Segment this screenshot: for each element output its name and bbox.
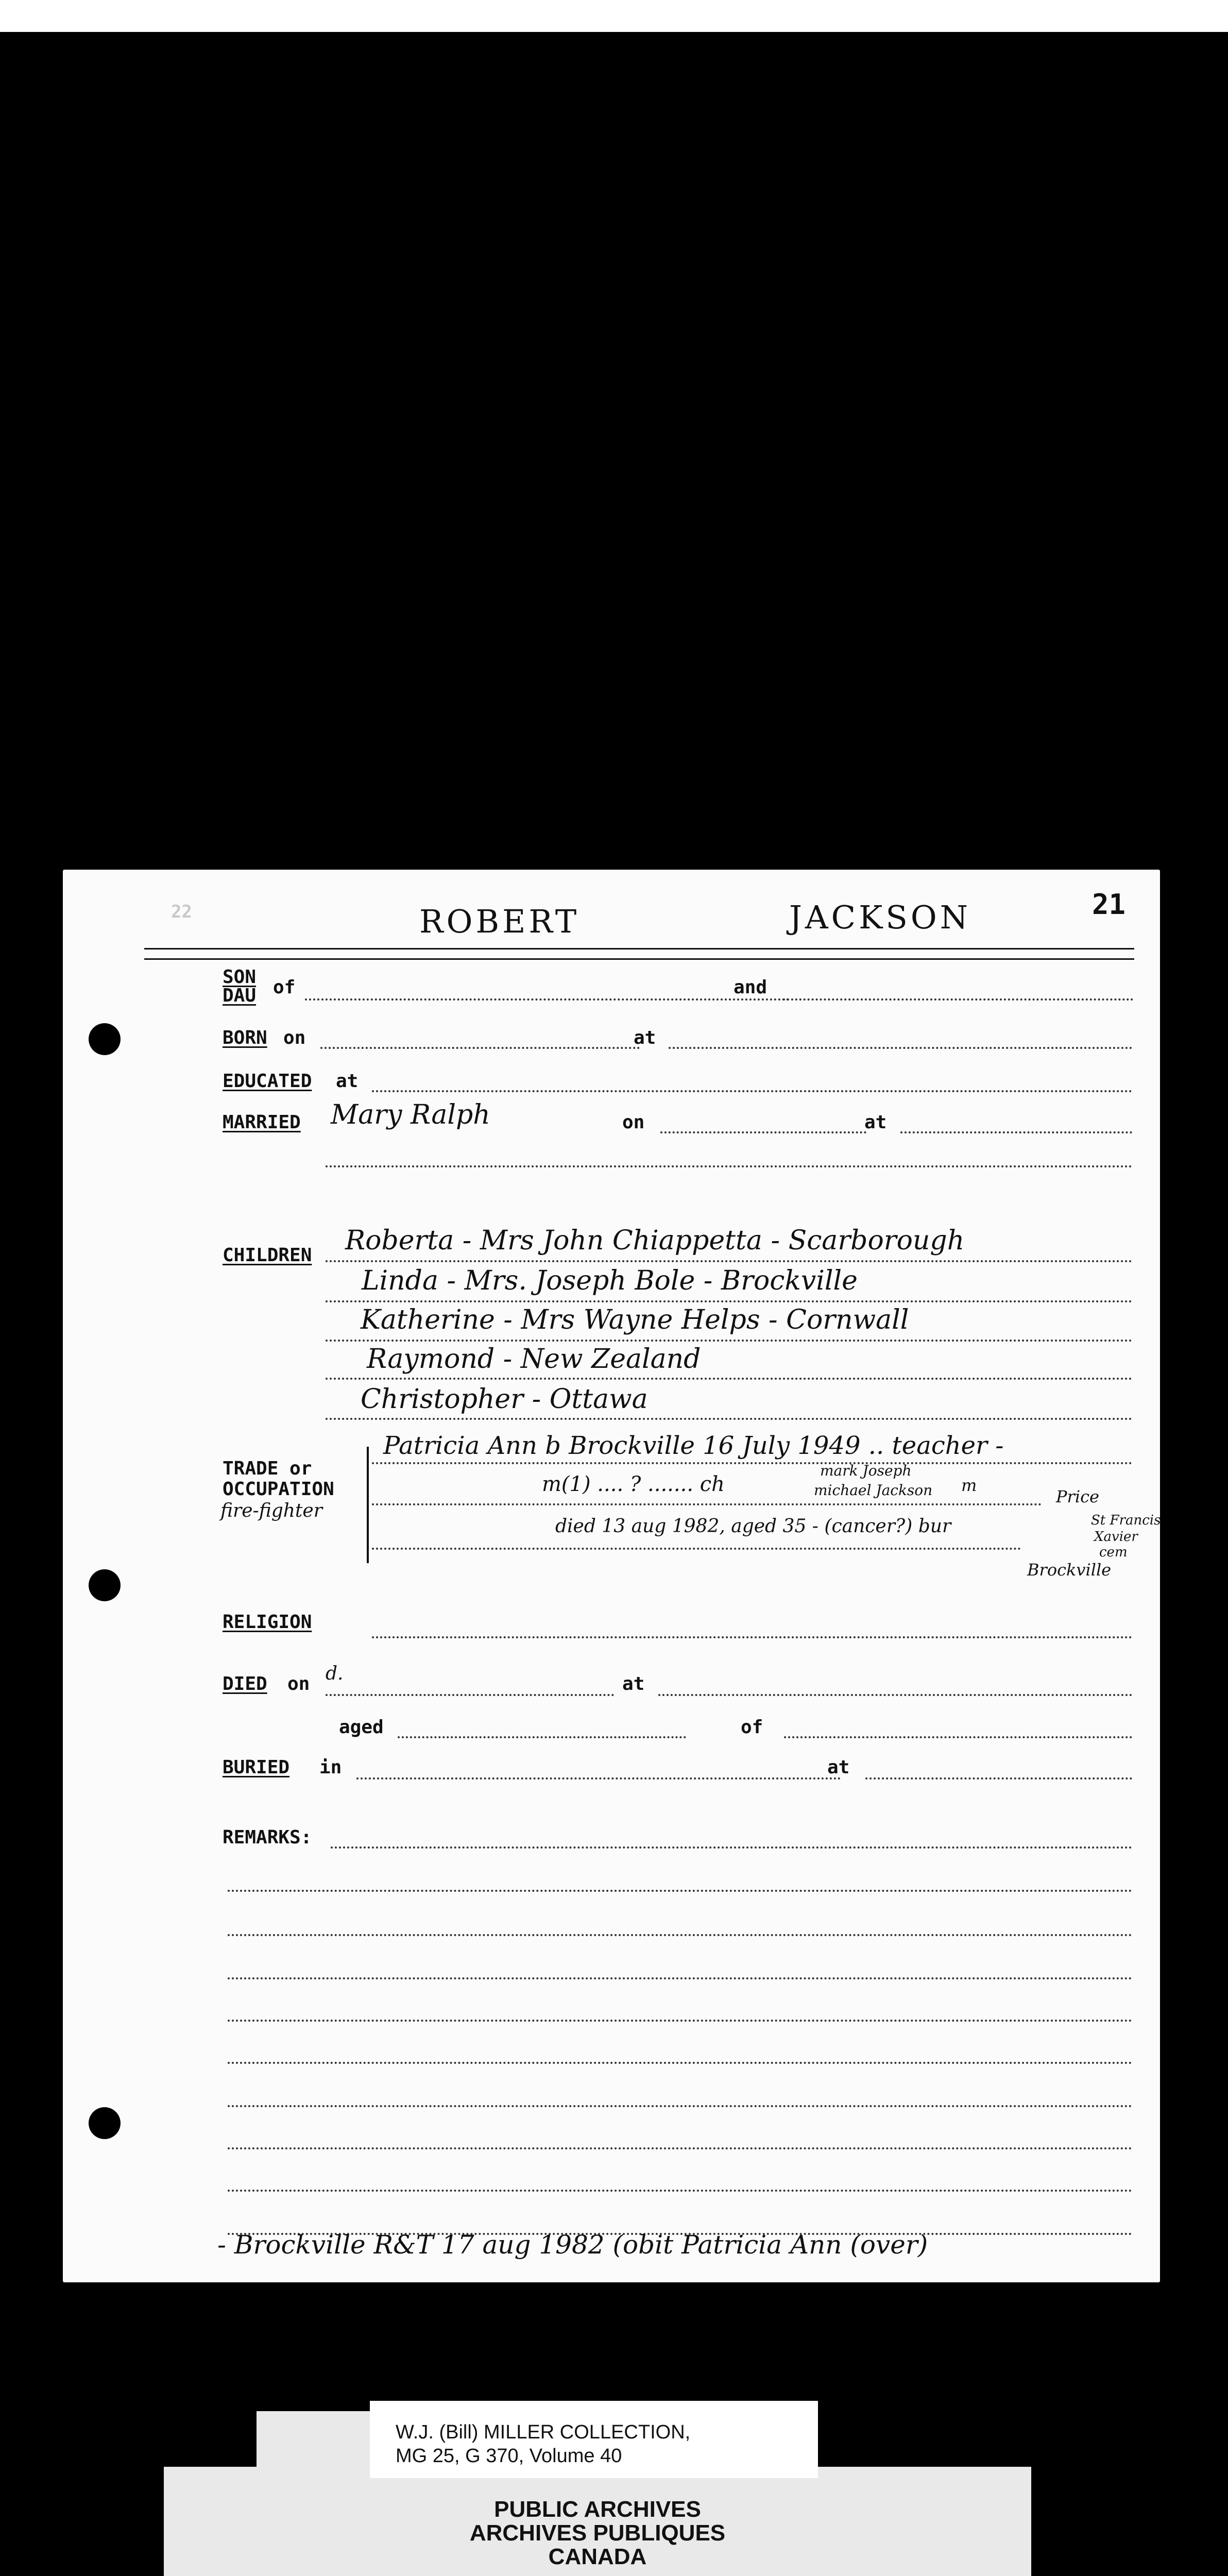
- occupation-bracket: [367, 1447, 369, 1563]
- page-number: 21: [1092, 888, 1126, 921]
- born-at-label: at: [634, 1027, 656, 1048]
- married-at-label: at: [864, 1112, 887, 1133]
- punch-hole: [89, 1569, 121, 1601]
- patricia-burial-4: Brockville: [1027, 1560, 1112, 1580]
- header-rule: [144, 948, 1134, 950]
- dotted-line: [326, 1340, 1132, 1342]
- patricia-m: m: [961, 1476, 977, 1495]
- header-rule: [144, 958, 1134, 960]
- patricia-child-1: mark Joseph: [820, 1462, 912, 1479]
- patricia-line-1: Patricia Ann b Brockville 16 July 1949 .. teacher -: [383, 1431, 1004, 1460]
- collection-stamp: [370, 2401, 818, 2478]
- dotted-line: [865, 1777, 1132, 1780]
- dotted-line: [326, 1300, 1132, 1302]
- patricia-price: Price: [1056, 1487, 1099, 1506]
- born-on-label: on: [283, 1027, 306, 1048]
- trade-label: TRADE or: [223, 1458, 312, 1479]
- dotted-line: [398, 1736, 686, 1738]
- dotted-line: [228, 2190, 1132, 2192]
- dotted-line: [356, 1777, 841, 1780]
- patricia-burial-2: Xavier: [1094, 1529, 1138, 1545]
- dotted-line: [326, 1165, 1132, 1167]
- died-on-label: on: [287, 1673, 310, 1694]
- dotted-line: [326, 1694, 614, 1696]
- dotted-line: [372, 1636, 1132, 1638]
- patricia-child-2: michael Jackson: [814, 1482, 933, 1499]
- archives-country: CANADA: [548, 2544, 647, 2569]
- and-label: and: [734, 977, 768, 998]
- punch-hole: [89, 1023, 121, 1055]
- remarks-label: REMARKS:: [223, 1827, 312, 1848]
- dotted-line: [305, 998, 789, 1001]
- children-label: CHILDREN: [223, 1245, 312, 1266]
- child-entry: Raymond - New Zealand: [367, 1344, 701, 1375]
- aged-label: aged: [339, 1717, 384, 1738]
- collection-line-1: W.J. (Bill) MILLER COLLECTION,: [396, 2421, 691, 2443]
- patricia-burial-3: cem: [1099, 1545, 1128, 1560]
- dotted-line: [658, 1694, 1132, 1696]
- dotted-line: [784, 1736, 1132, 1738]
- dotted-line: [660, 1131, 866, 1133]
- buried-in-label: in: [319, 1757, 342, 1778]
- child-entry: Christopher - Ottawa: [361, 1384, 648, 1415]
- footer-notch: [818, 2411, 1031, 2467]
- dotted-line: [900, 1131, 1132, 1133]
- dotted-line: [372, 1090, 1132, 1092]
- buried-label: BURIED: [223, 1757, 290, 1778]
- died-value: d.: [326, 1663, 344, 1684]
- dotted-line: [228, 1890, 1132, 1892]
- son-label: SON: [223, 967, 257, 988]
- patricia-line-2: m(1) .... ? ....... ch: [542, 1472, 725, 1496]
- dotted-line: [320, 1047, 640, 1049]
- died-at-label: at: [622, 1673, 645, 1694]
- educated-at-label: at: [336, 1071, 359, 1092]
- surname: JACKSON: [789, 899, 971, 936]
- record-card: [63, 870, 1160, 2282]
- dotted-line: [372, 1548, 1021, 1550]
- born-label: BORN: [223, 1027, 267, 1048]
- dotted-line: [331, 1846, 1132, 1849]
- occupation-value: fire-fighter: [220, 1500, 322, 1521]
- top-margin-strip: [0, 0, 1228, 32]
- dotted-line: [783, 998, 1133, 1001]
- married-label: MARRIED: [223, 1112, 301, 1133]
- first-name: ROBERT: [419, 903, 580, 940]
- child-entry: Roberta - Mrs John Chiappetta - Scarborough: [345, 1225, 965, 1256]
- footer-notch: [164, 2411, 257, 2467]
- patricia-line-3: died 13 aug 1982, aged 35 - (cancer?) bur: [555, 1516, 951, 1537]
- aged-of-label: of: [741, 1717, 763, 1738]
- dotted-line: [372, 1503, 1042, 1505]
- dotted-line: [228, 1934, 1132, 1936]
- archives-en: PUBLIC ARCHIVES: [494, 2497, 701, 2522]
- dotted-line: [326, 1378, 1132, 1380]
- collection-line-2: MG 25, G 370, Volume 40: [396, 2445, 622, 2467]
- dau-label: DAU: [223, 985, 257, 1006]
- dotted-line: [326, 1260, 1132, 1262]
- dotted-line: [228, 2062, 1132, 2064]
- punch-hole: [89, 2107, 121, 2139]
- dotted-line: [372, 1462, 1132, 1464]
- dotted-line: [228, 2020, 1132, 2022]
- child-entry: Linda - Mrs. Joseph Bole - Brockville: [362, 1265, 858, 1296]
- bottom-note: - Brockville R&T 17 aug 1982 (obit Patricia Ann (over): [217, 2230, 928, 2260]
- dotted-line: [228, 2105, 1132, 2107]
- faint-page-number: 22: [171, 902, 192, 922]
- married-value: Mary Ralph: [331, 1099, 490, 1130]
- dotted-line: [326, 1418, 1132, 1420]
- religion-label: RELIGION: [223, 1612, 312, 1633]
- archives-fr: ARCHIVES PUBLIQUES: [469, 2520, 726, 2546]
- patricia-burial-1: St Francis: [1091, 1513, 1161, 1528]
- of-label: of: [273, 977, 296, 998]
- educated-label: EDUCATED: [223, 1071, 312, 1092]
- occupation-label: OCCUPATION: [223, 1479, 334, 1500]
- buried-at-label: at: [827, 1757, 850, 1778]
- dotted-line: [228, 2147, 1132, 2149]
- married-on-label: on: [622, 1112, 645, 1133]
- dotted-line: [228, 1977, 1132, 1979]
- died-label: DIED: [223, 1673, 267, 1694]
- dotted-line: [669, 1047, 1132, 1049]
- child-entry: Katherine - Mrs Wayne Helps - Cornwall: [361, 1304, 909, 1335]
